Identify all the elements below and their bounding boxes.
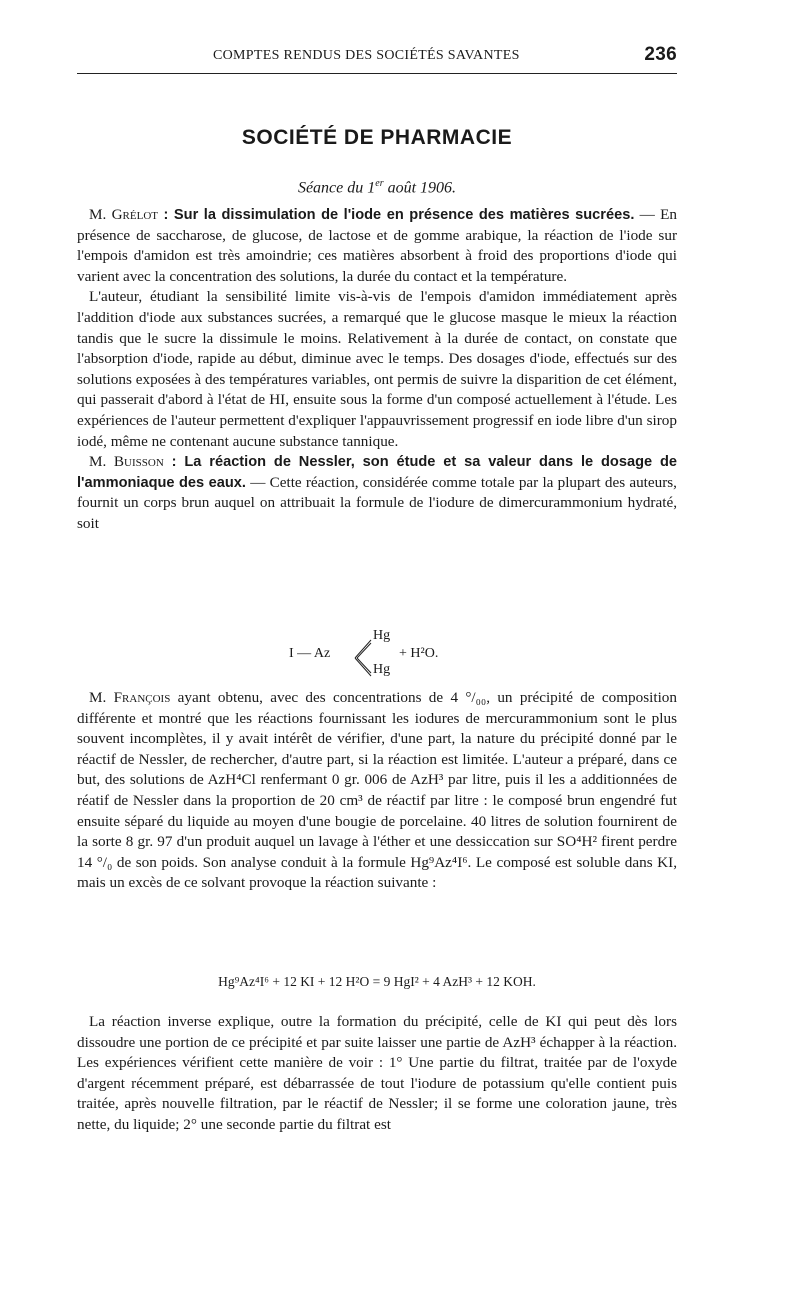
paragraph <box>77 688 677 894</box>
author-name: Grélot <box>111 206 158 223</box>
section-title: SOCIÉTÉ DE PHARMACIE <box>241 126 513 149</box>
page-number: 236 <box>644 44 677 65</box>
author-prefix: M. <box>89 206 112 223</box>
paragraph <box>77 452 677 534</box>
item-francois <box>77 688 677 894</box>
session-date-suffix: août 1906. <box>383 179 457 197</box>
item-grelot <box>77 205 677 535</box>
item-continuation <box>77 1012 677 1136</box>
author-name: François <box>113 689 171 706</box>
author-prefix: M. <box>89 689 114 706</box>
paragraph-text: — Cette réaction, considérée comme totale par la plupart des auteurs, fournit un corps brun auquel on attribuait la formule de l'iodure de dimercurammonium hydraté, soit <box>77 473 677 532</box>
paragraph-text: ayant obtenu, avec des concentrations de 4 °/₀₀, un précipité de composition différente et montré que les réactions fournissant les iodures de mercurammonium sont le plus souvent incomplètes, il y avait intérêt de vérifier, d'une part, la nature du précipité donné par le réactif de Nessler, de rechercher, d'autre part, si la réaction est limitée. L'auteur a préparé, dans ce but, des solutions de AzH⁴Cl renfermant 0 gr. 006 de AzH³ par litre, puis il les a additionnées de réatif de Nessler dans la proportion de 20 cm³ de réactif par litre : le composé brun engendré fut ensuite séparé du liquide au moyen d'une bougie de porcelaine. 40 litres de solution fournirent de la sorte 8 gr. 97 d'un produit auquel un lavage à l'éther et une dessiccation sur SO⁴H² firent perdre 14 °/₀ de son poids. Son analyse conduit à la formule Hg⁹Az⁴I⁶. Le composé est soluble dans KI, mais un excès de ce solvant provoque la réaction suivante : <box>77 689 677 892</box>
author-name: Buisson <box>113 453 164 471</box>
session-date <box>77 178 677 197</box>
running-head <box>77 44 677 68</box>
author-prefix: M. <box>89 453 114 471</box>
bond-lines <box>353 634 373 682</box>
paragraph: La réaction inverse explique, outre la formation du précipité, celle de KI qui peut dès lors dissoudre une portion de ce précipité et par suite laisser une partie de AzH³ échapper à la réaction. Les expériences vérifient cette manière de voir : 1° Une partie du filtrat, traitée par de l'oxyde d'argent récemment préparé, est débarrassée de tout l'iodure de potassium qu'elle contient puis traitée, après nouvelle filtration, par le réactif de Nessler; il se forme une coloration jaune, très nette, du liquide; 2° une seconde partie du filtrat est <box>77 1013 677 1133</box>
item-heading: : La réaction de Nessler, son étude et sa valeur dans le dosage de l'ammoniaque des eaux. <box>77 454 678 491</box>
formula-left: I — Az <box>289 646 331 661</box>
item-heading: : Sur la dissimulation de l'iode en présence des matières sucrées. <box>158 207 635 223</box>
paragraph <box>77 205 677 287</box>
reaction-equation: Hg⁹Az⁴I⁶ + 12 KI + 12 H²O = 9 HgI² + 4 AzH³ + 12 KOH. <box>218 974 536 989</box>
formula-hg-top: Hg <box>373 628 391 643</box>
session-date-sup: er <box>375 178 384 189</box>
paragraph-text: — En présence de saccharose, de glucose, de lactose et de gomme arabique, la réaction de l'iode sur l'empois d'amidon est très amoindrie; ces matières absorbent à froid des proportions d'iode qui varient avec la concentration des solutions, la durée du contact et la température. <box>77 206 678 285</box>
paragraph: L'auteur, étudiant la sensibilité limite vis-à-vis de l'empois d'amidon immédiatement après l'addition d'iode aux substances sucrées, a remarqué que le glucose masque le mieux la réaction tandis que le sucre la dissimule le moins. Relativement à la durée de contact, on constate que l'absorption d'iode, rapide au début, diminue avec le temps. Des dosages d'iode, effectués sur des solutions exposées à des températures variables, ont permis de suivre la disparition de cet élément, qui passerait d'abord à l'état de HI, ensuite sous la forme d'un composé actuellement à l'étude. Les expériences de l'auteur permettent d'expliquer l'appauvrissement progressif en iode libre d'un sirop iodé, même ne contenant aucune substance tannique. <box>77 288 677 450</box>
formula-hg-bottom: Hg <box>373 662 391 677</box>
header-rule <box>77 73 677 74</box>
session-date-prefix: Séance du 1 <box>297 179 376 197</box>
running-head-title: COMPTES RENDUS DES SOCIÉTÉS SAVANTES <box>213 48 520 63</box>
structural-formula <box>77 628 677 688</box>
formula-right: + H²O. <box>399 646 439 661</box>
